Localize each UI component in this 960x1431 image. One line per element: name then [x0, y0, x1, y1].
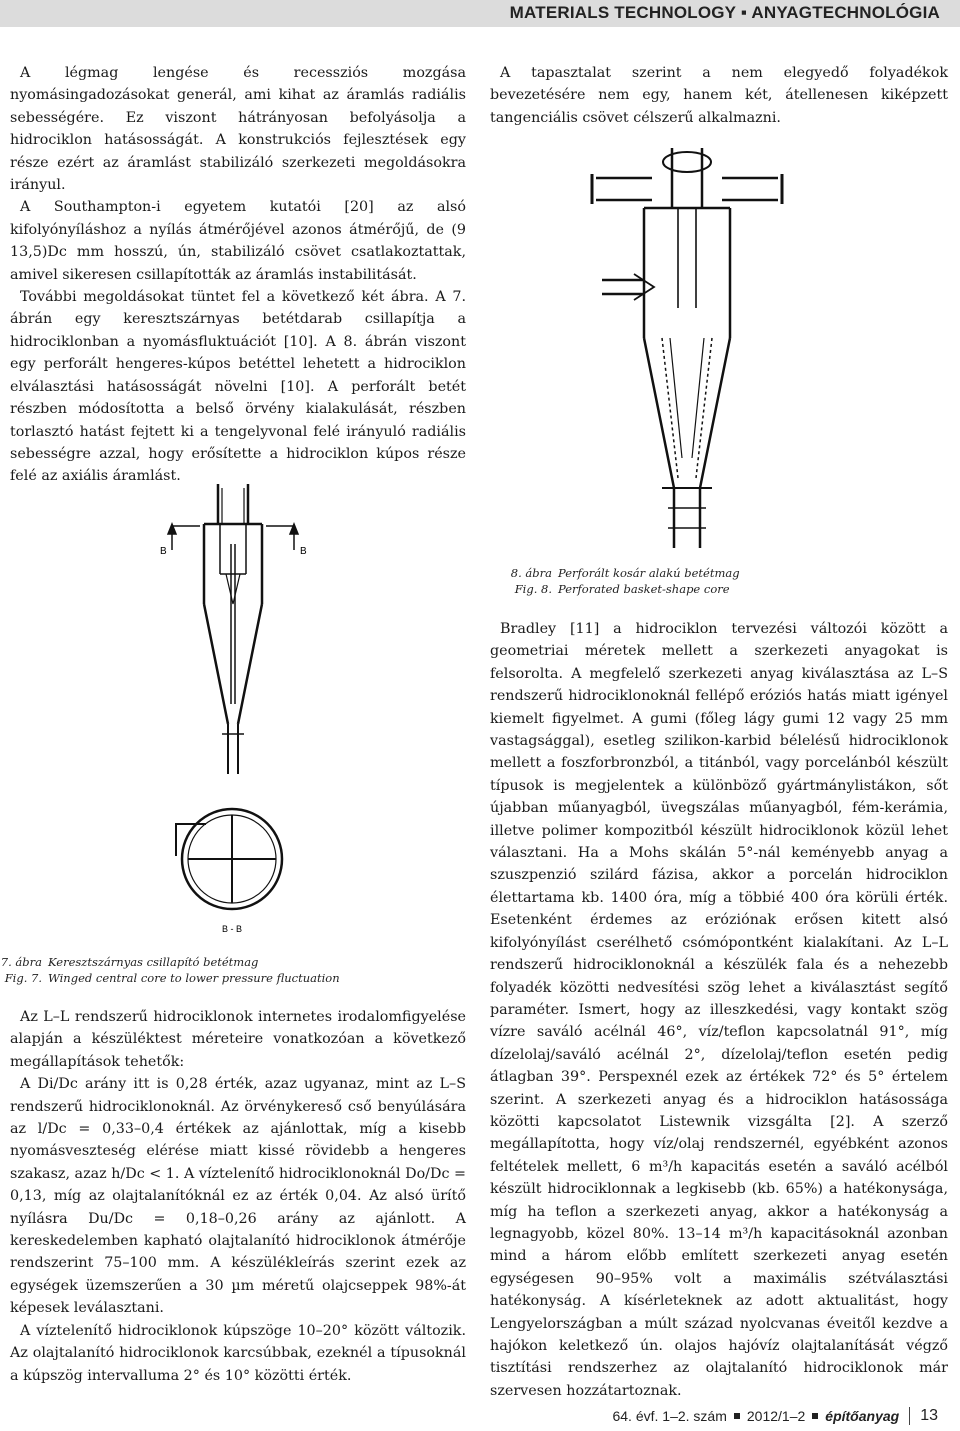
figure-8-drawing	[582, 148, 792, 550]
divider	[909, 1407, 910, 1425]
section-label-b-left: B	[160, 546, 167, 557]
caption-text: Perforált kosár alakú betétmag	[558, 566, 740, 580]
paragraph: A víztelenítő hidrociklonok kúpszöge 10–20° között változik. Az olajtalanító hidrociklonok karcsúbbak, ezeknél a típusoknál a kúpszög intervalluma 2° és 10° közötti érték.	[10, 1322, 466, 1384]
caption-number: Fig. 7.	[4, 971, 42, 985]
page-number: 13	[920, 1407, 938, 1424]
left-column-top	[10, 62, 466, 488]
paragraph: A tapasztalat szerint a nem elegyedő folyadékok bevezetésére nem egy, hanem két, átellenesen kiképzett tangenciális csövet célszerű alkalmazni.	[490, 65, 948, 126]
figure-8-caption	[510, 565, 740, 597]
caption-number: 7. ábra	[0, 955, 42, 969]
footer-journal: építőanyag	[825, 1408, 900, 1424]
paragraph: A Southampton-i egyetem kutatói [20] az alsó kifolyónyíláshoz a nyílás átmérőjével azonos átmérőjű, de (9 13,5)Dc mm hosszú, ún, stabilizáló csövet csatlakoztattak, amivel sikeresen csillapították az áramlás instabilitását.	[10, 199, 466, 283]
right-column-top	[490, 62, 948, 129]
paragraph: Bradley [11] a hidrociklon tervezési változói között a geometriai méretek mellett a szerkezeti anyagokat is felsorolta. A megfelelő szerkezeti anyag kiválasztása az L–S rendszerű hidrociklonoknál fellépő eróziós hatás miatt igényel kiemelt figyelmet. A gumi (főleg lágy gumi 12 vagy 25 mm vastagsággal), esetleg szilikon-karbid bélelésű hidrociklonok mellett a foszforbronzból, a titánból, vagy porcelánból készült típusok is megjelentek a különböző gyártmánylistákon, sőt újabban műanyagból, üvegszálas műanyagból, fém-kerámia, illetve polimer kompozitból készült hidrociklonok közül lehet választani. Ha a Mohs skálán 5°-nál keményebb anyag a szuszpenzió szilárd fázisa, akkor a porcelán hidrociklon élettartama kb. 1400 óra, míg a többié 400 óra körüli érték. Esetenként érdemes az eróziónak erősen kitett alsó kifolyónyílást cserélhető csómópontként kialakítani. Az L–L rendszerű hidrociklonoknál a készülék fala és a nehezebb folyadék közötti nedvesítési szög lehet a kiválasztást segítő paraméter. Ismert, hogy az illeszkedési, vagy kontakt szög vízre saváló acélnál 46°, víz/teflon kapcsolatnál 91°, míg dízelolaj/saváló acélnál 2°, dízelolaj/teflon esetén pedig átlagban 39°. Perspexnél ezek az értékek 72° és 5° értelem szerint. A szerkezeti anyag és a hidrociklon hatásossága közötti kapcsolatot Listewnik vizsgálta [2]. A szerző megállapította, hogy víz/olaj rendszernél, egyébként azonos feltételek mellett, 6 m³/h kapacitás esetén a saváló acélból készült hidrociklonnak a legkisebb (kb. 65%) a hatékonysága, míg ha teflon a szerkezeti anyag, akkor a hatékonyság a legnagyobb, közel 80%. 13–14 m³/h kapacitásoknál azonban mind a három előbb említett szerkezeti anyag esetén egységesen 90–95% volt a maximális szétválasztási hatékonyság. A kísérleteknek az adott aktualitást, hogy Lengyelországban a múlt század nyolcvanas éveitől kezdve a hajókon keletkező ún. olajos hajóvíz olajtalanítását végző tisztítási rendszerhez az olajtalanító hidrociklonok már szervesen hozzátartoznak.	[490, 621, 948, 1399]
paragraph: A Di/Dc arány itt is 0,28 érték, azaz ugyanaz, mint az L–S rendszerű hidrociklonoknál. Az örvénykereső cső benyúlására az l/Dc = 0,33–0,4 értékek az ajánlottak, míg a kisebb nyomásveszteség elérése miatt kissé rövidebb a hengeres szakasz, azaz h/Dc < 1. A víztelenítő hidrociklonoknál Do/Dc = 0,13, míg az olajtalanítóknál ez az érték 0,04. Az alsó ürítő nyílásra Du/Dc = 0,18–0,26 arány az ajánlott. A kereskedelemben kapható olajtalanító hidrociklonok átmérője rendszerint 75–100 mm. A készülékleírás szerint ezek az egységek üzemszerűen a 30 µm méretű olajcseppek 98%-át képesek leválasztani.	[10, 1076, 466, 1317]
caption-text: Winged central core to lower pressure fluctuation	[48, 971, 340, 985]
right-column-bottom	[490, 618, 948, 1402]
figure-7-caption	[0, 954, 340, 986]
square-bullet-icon	[812, 1413, 818, 1419]
paragraph: A légmag lengése és recessziós mozgása nyomásingadozásokat generál, ami kihat az áramlás radiális sebességére. Ez viszont hátrányosan befolyásolja a hidrociklon hatásosságát. A konstrukciós fejlesztések egy része ezért az áramlást stabilizáló szerkezeti megoldásokra irányul.	[10, 65, 466, 194]
square-bullet-icon	[734, 1413, 740, 1419]
section-label-bb: B - B	[222, 924, 243, 934]
paragraph: További megoldásokat tüntet fel a következő két ábra. A 7. ábrán egy keresztszárnyas betétdarab csillapítja a hidrociklonban a nyomásfluktuációt [10]. A 8. ábrán viszont egy perforált hengeres-kúpos betéttel lehetett a hidrociklon elválasztási hatásosságát növelni [10]. A perforált betét részben módosította a belső örvény kialakulását, részben torlasztó hatást fejtett ki a tengelyvonal felé irányuló radiális sebességre azzal, hogy erősítette a hidrociklon kúpos része felé az axiális áramlást.	[10, 289, 466, 485]
footer-issue: 2012/1–2	[746, 1408, 806, 1424]
caption-number: Fig. 8.	[514, 582, 552, 596]
figure-7-drawing	[140, 484, 330, 944]
page-footer	[612, 1407, 938, 1425]
caption-text: Perforated basket-shape core	[558, 582, 730, 596]
caption-number: 8. ábra	[510, 566, 552, 580]
footer-volume: 64. évf. 1–2. szám	[612, 1408, 727, 1424]
section-label-b-right: B	[300, 546, 307, 557]
running-header: MATERIALS TECHNOLOGY ▪ ANYAGTECHNOLÓGIA	[509, 3, 940, 22]
caption-text: Keresztszárnyas csillapító betétmag	[48, 955, 259, 969]
paragraph: Az L–L rendszerű hidrociklonok internetes irodalomfigyelése alapján a készüléktest méreteire vonatkozóan a következő megállapítások tehetők:	[10, 1009, 466, 1070]
left-column-bottom	[10, 1006, 466, 1387]
